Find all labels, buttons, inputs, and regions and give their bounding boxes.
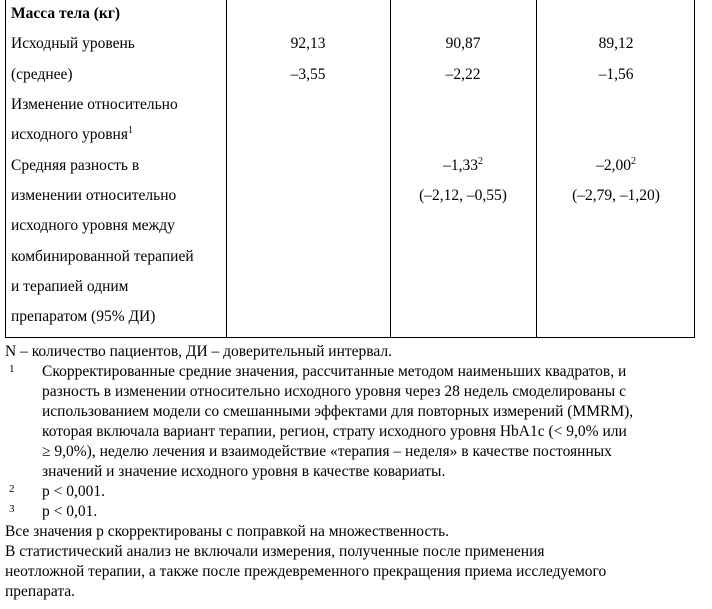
footnote-1: [5, 362, 705, 482]
change-value: –2,22: [445, 66, 481, 83]
row-label-line: исходного уровня$^1$: [11, 124, 133, 143]
difference-value: –1,33$^2$: [443, 155, 483, 174]
footnote-line: p < 0,01.: [42, 503, 98, 520]
difference-value: –2,00$^2$: [596, 155, 636, 174]
footnote-line: которая включала вариант терапии, регион, страту исходного уровня HbA1c (< 9,0% или: [42, 423, 627, 440]
footnote-3: [5, 502, 705, 522]
footnote-mark: 2: [630, 155, 636, 167]
footnote-mark: 1: [9, 363, 15, 375]
footnote-mark: 1: [127, 124, 133, 136]
row-label-line: и терапией одним: [11, 278, 129, 295]
row-label-line: изменении относительно: [11, 187, 177, 204]
footnote-line: Скорректированные средние значения, рассчитанные методом наименьших квадратов, и: [42, 363, 627, 380]
difference-ci: (–2,12, –0,55): [419, 187, 507, 204]
abbreviations-note: N – количество пациентов, ДИ – доверительный интервал.: [5, 343, 393, 360]
row-label-line: Изменение относительно: [11, 96, 178, 113]
adjustment-note: Все значения р скорректированы с поправкой на множественность.: [5, 523, 450, 540]
row-label-line: (среднее): [11, 66, 73, 83]
baseline-value: 90,87: [445, 35, 481, 52]
row-label-line: Исходный уровень: [11, 35, 135, 52]
footnote-line: значений и значение исходного уровня в качестве ковариаты.: [42, 463, 446, 480]
row-label-line: препаратом (95% ДИ): [11, 308, 156, 325]
section-header: Масса тела (кг): [11, 5, 121, 22]
row-label-line: Средняя разность в: [11, 157, 140, 174]
footnote-mark: 3: [9, 503, 15, 515]
footnote-line: использованием модели со смешанными эффектами для повторных измерений (MMRM),: [42, 403, 634, 420]
exclusion-note-line: неотложной терапии, а также после преждевременного прекращения приема исследуемого: [5, 563, 607, 580]
change-value: –3,55: [290, 66, 326, 83]
footnote-line: разность в изменении относительно исходного уровня через 28 недель смоделированы с: [42, 383, 626, 400]
change-value: –1,56: [598, 66, 634, 83]
footnote-line: p < 0,001.: [42, 483, 105, 500]
baseline-value: 89,12: [598, 35, 634, 52]
exclusion-note-line: В статистический анализ не включали измерения, полученные после применения: [5, 543, 545, 560]
footnote-2: [5, 482, 705, 502]
table-notes: [5, 342, 705, 602]
footnote-line: ≥ 9,0%), неделю лечения и взаимодействие «терапия – неделя» в качестве постоянных: [42, 443, 612, 460]
row-label-line: комбинированной терапией: [11, 248, 194, 265]
footnote-mark: 2: [9, 483, 15, 495]
footnote-mark: 2: [477, 155, 483, 167]
weight-table: [5, 0, 695, 338]
baseline-value: 92,13: [290, 35, 326, 52]
exclusion-note-line: препарата.: [5, 583, 76, 600]
row-label-line: исходного уровня между: [11, 217, 175, 234]
difference-ci: (–2,79, –1,20): [572, 187, 660, 204]
